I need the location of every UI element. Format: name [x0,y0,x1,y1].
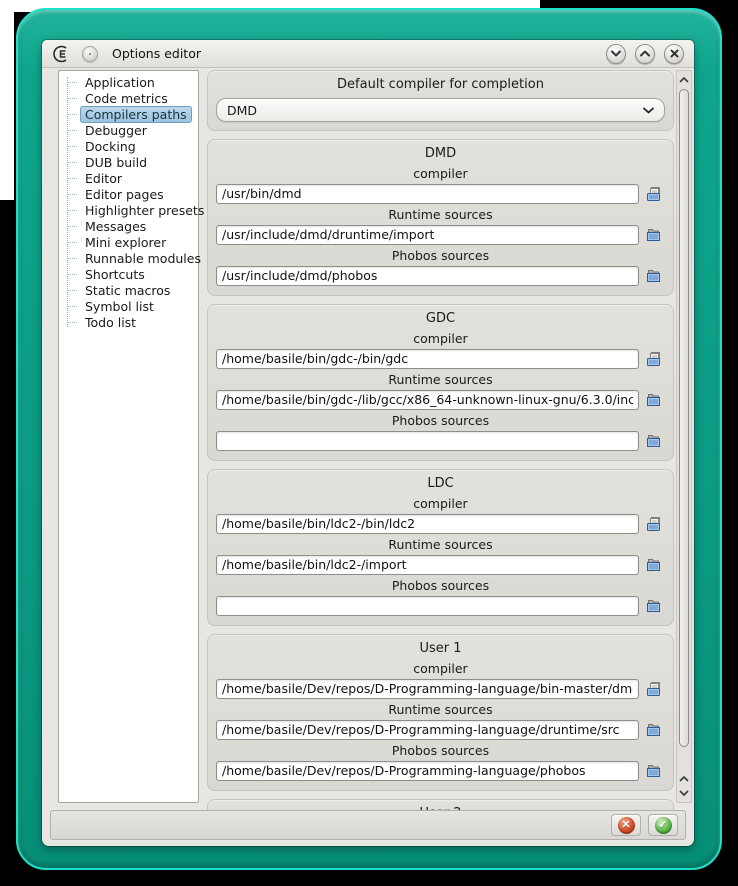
gdc-compiler-input[interactable] [216,349,639,369]
sidebar-item-messages[interactable]: Messages [59,218,198,234]
field-label: Phobos sources [391,743,490,758]
sidebar-item-shortcuts[interactable]: Shortcuts [59,266,198,282]
chevron-up-icon [679,77,689,83]
sidebar-item-application[interactable]: Application [59,74,198,90]
user1-runtime-sources-input[interactable] [216,720,639,740]
desktop-background [0,0,14,200]
window-menu-button[interactable] [82,46,98,62]
chevron-up-icon [679,776,689,782]
field-label: Phobos sources [391,413,490,428]
open-folder-icon [646,763,662,779]
group-title: User 1 [419,641,462,656]
titlebar[interactable] [42,40,694,68]
open-file-icon [646,186,662,202]
browse-folder-button[interactable] [643,225,665,245]
browse-file-button[interactable] [643,679,665,699]
group-title: LDC [427,476,454,491]
browse-folder-button[interactable] [643,431,665,451]
scroll-up-button[interactable] [677,772,691,786]
field-label: compiler [413,661,468,676]
browse-folder-button[interactable] [643,761,665,781]
sidebar-item-mini-explorer[interactable]: Mini explorer [59,234,198,250]
options-category-list [58,70,205,803]
close-icon [670,49,679,58]
dmd-compiler-input[interactable] [216,184,639,204]
open-folder-icon [646,598,662,614]
sidebar-item-dub-build[interactable]: DUB build [59,154,198,170]
field-label: compiler [413,496,468,511]
accept-button[interactable] [648,814,678,836]
browse-file-button[interactable] [643,514,665,534]
open-folder-icon [646,392,662,408]
field-label: compiler [413,331,468,346]
accept-icon: ✓ [655,817,672,834]
compilers-paths-panel [207,70,674,803]
browse-file-button[interactable] [643,349,665,369]
chevron-down-icon [643,107,654,114]
user1-compiler-input[interactable] [216,679,639,699]
user1-group [207,634,674,791]
user1-phobos-sources-input[interactable] [216,761,639,781]
options-editor-window [42,40,694,846]
scroll-down-button[interactable] [677,786,691,800]
field-label: Runtime sources [388,207,493,222]
open-file-icon [646,516,662,532]
dmd-runtime-sources-input[interactable] [216,225,639,245]
category-tree [59,74,205,330]
ldc-compiler-input[interactable] [216,514,639,534]
chevron-down-icon [611,50,621,57]
ldc-group [207,469,674,626]
browse-file-button[interactable] [643,184,665,204]
sidebar-item-docking[interactable]: Docking [59,138,198,154]
open-folder-icon [646,227,662,243]
coedit-app-icon [52,45,72,63]
default-compiler-group [207,70,674,131]
close-button[interactable] [664,44,684,64]
chevron-down-icon [679,790,689,796]
browse-folder-button[interactable] [643,390,665,410]
field-label: Phobos sources [391,248,490,263]
dmd-group [207,139,674,296]
open-folder-icon [646,433,662,449]
cancel-icon: ✕ [618,817,635,834]
group-title: GDC [425,311,456,326]
sidebar-item-code-metrics[interactable]: Code metrics [59,90,198,106]
gdc-runtime-sources-input[interactable] [216,390,639,410]
scrollbar-thumb[interactable] [679,89,689,747]
field-label: Runtime sources [388,702,493,717]
shade-button[interactable] [606,44,626,64]
field-label: Runtime sources [388,372,493,387]
sidebar-item-symbol-list[interactable]: Symbol list [59,298,198,314]
open-file-icon [646,681,662,697]
vertical-scrollbar[interactable] [676,70,692,803]
sidebar-item-highlighter-presets[interactable]: Highlighter presets [59,202,198,218]
chevron-up-icon [640,50,650,57]
gdc-group [207,304,674,461]
browse-folder-button[interactable] [643,555,665,575]
browse-folder-button[interactable] [643,720,665,740]
window-frame [16,8,722,870]
sidebar-item-runnable-modules[interactable]: Runnable modules [59,250,198,266]
maximize-button[interactable] [635,44,655,64]
group-title: DMD [424,146,457,161]
sidebar-item-static-macros[interactable]: Static macros [59,282,198,298]
open-file-icon [646,351,662,367]
ldc-runtime-sources-input[interactable] [216,555,639,575]
field-label: Runtime sources [388,537,493,552]
sidebar-item-debugger[interactable]: Debugger [59,122,198,138]
open-folder-icon [646,557,662,573]
dmd-phobos-sources-input[interactable] [216,266,639,286]
field-label: Phobos sources [391,578,490,593]
sidebar-item-editor[interactable]: Editor [59,170,198,186]
ldc-phobos-sources-input[interactable] [216,596,639,616]
selected-compiler-value: DMD [227,102,258,118]
statusbar [50,810,686,840]
browse-folder-button[interactable] [643,266,665,286]
gdc-phobos-sources-input[interactable] [216,431,639,451]
sidebar-item-editor-pages[interactable]: Editor pages [59,186,198,202]
scroll-up-button[interactable] [677,73,691,87]
group-title: Default compiler for completion [337,77,544,92]
browse-folder-button[interactable] [643,596,665,616]
field-label: compiler [413,166,468,181]
sidebar-item-todo-list[interactable]: Todo list [59,314,198,330]
sidebar-item-compilers-paths[interactable]: Compilers paths [59,106,198,122]
default-compiler-select[interactable] [216,98,665,122]
open-folder-icon [646,268,662,284]
open-folder-icon [646,722,662,738]
window-title: Options editor [112,46,201,61]
cancel-button[interactable] [611,814,641,836]
